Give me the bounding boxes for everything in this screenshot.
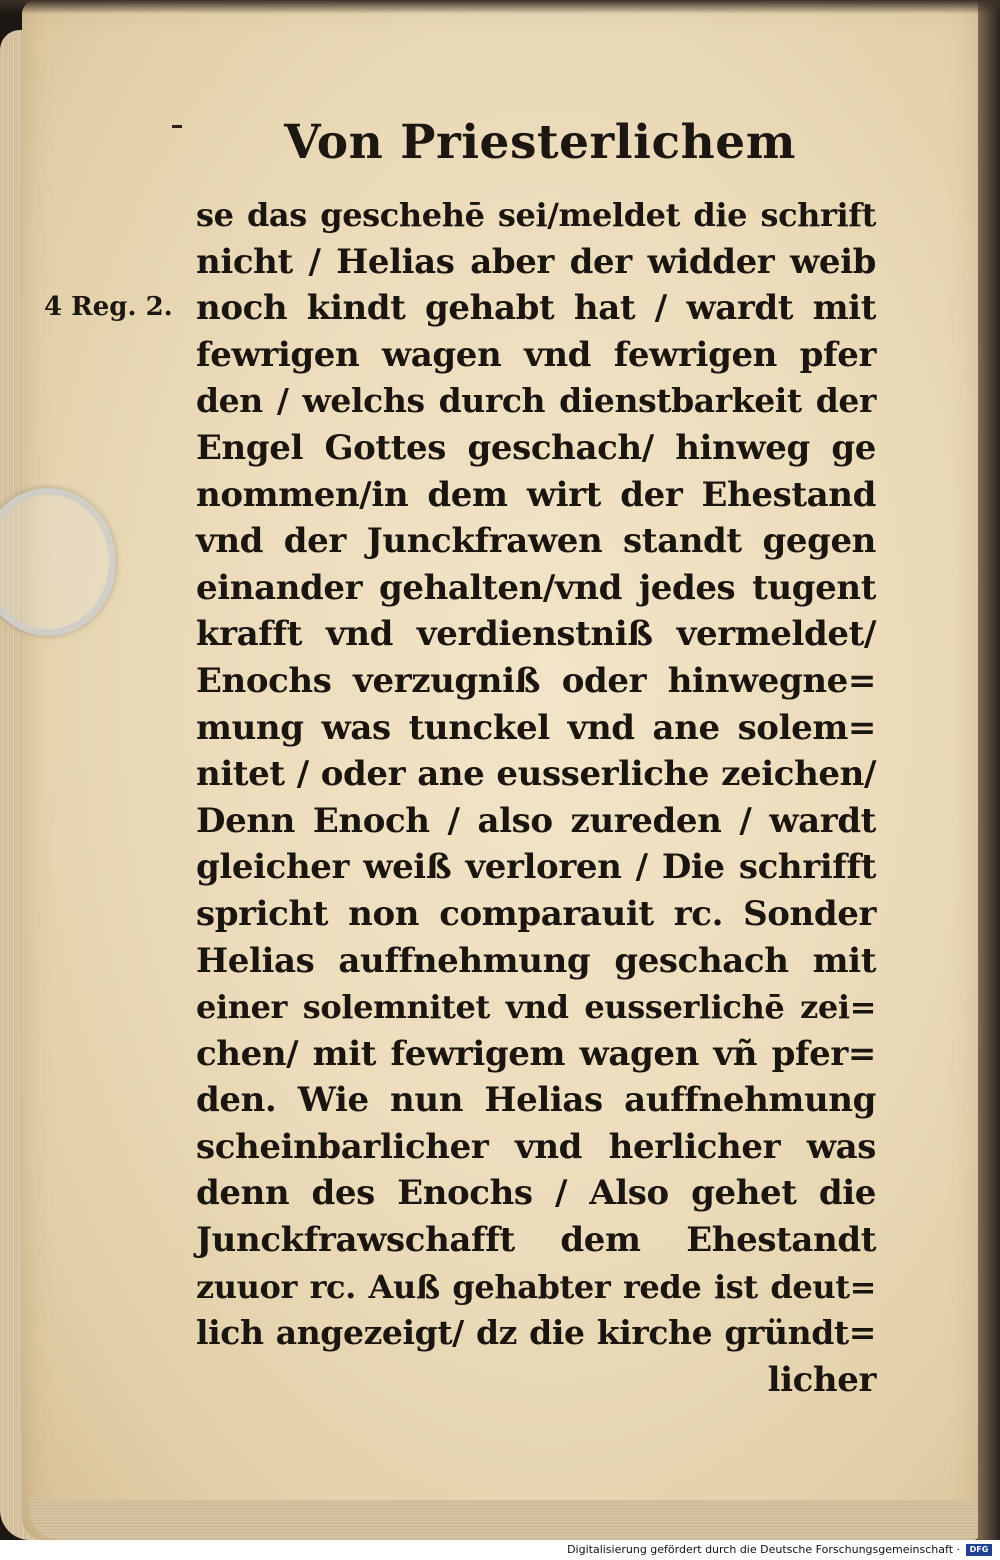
text-line: denn des Enochs / Also gehet die — [196, 1173, 876, 1214]
marginal-note: 4 Reg. 2. — [44, 292, 173, 322]
text-line: scheinbarlicher vnd herlicher was — [196, 1126, 876, 1167]
text-line: mung was tunckel vnd ane solem= — [196, 707, 876, 748]
text-line: Helias auffnehmung geschach mit — [196, 940, 876, 981]
text-line: einer solemnitet vnd eusserlichē zei= — [196, 988, 876, 1027]
text-line: den. Wie nun Helias auffnehmung — [196, 1080, 876, 1121]
text-line: Junckfrawschafft dem Ehestandt — [196, 1220, 876, 1261]
text-line: Denn Enoch / also zureden / wardt — [196, 800, 876, 841]
text-line: krafft vnd verdienstniß vermeldet/ — [196, 614, 876, 655]
running-head: Von Priesterlichem — [284, 115, 796, 170]
text-line: zuuor rc. Auß gehabter rede ist deut= — [196, 1267, 876, 1306]
text-line: Enochs verzugniß oder hinwegne= — [196, 660, 876, 701]
text-line: vnd der Junckfrawen standt gegen — [196, 521, 876, 562]
page-bottom-edge — [30, 1500, 980, 1540]
digitization-footer — [0, 1540, 1000, 1560]
text-line: lich angezeigt/ dz die kirche gründt= — [196, 1313, 876, 1353]
text-line: noch kindt gehabt hat / wardt mit — [196, 288, 876, 329]
text-line: einander gehalten/vnd jedes tugent — [196, 567, 876, 608]
text-line: gleicher weiß verloren / Die schrifft — [196, 847, 876, 888]
top-shadow — [0, 0, 1000, 14]
text-block — [196, 192, 876, 1403]
text-line: fewrigen wagen vnd fewrigen pfer — [196, 334, 876, 375]
text-line: nicht / Helias aber der widder weib — [196, 241, 876, 282]
text-line: nitet / oder ane eusserliche zeichen/ — [196, 754, 876, 795]
dfg-logo-icon: DFG — [966, 1544, 992, 1556]
text-line: se das geschehē sei/meldet die schrift — [196, 196, 876, 234]
text-line: nommen/in dem wirt der Ehestand — [196, 474, 876, 515]
text-line: Engel Gottes geschach/ hinweg ge — [196, 427, 876, 468]
text-line: spricht non comparauit rc. Sonder — [196, 893, 876, 934]
footer-credit: Digitalisierung gefördert durch die Deutsche Forschungsgemeinschaft · — [567, 1543, 960, 1556]
text-line: den / welchs durch dienstbarkeit der — [196, 381, 876, 421]
text-line: chen/ mit fewrigem wagen vñ pfer= — [196, 1033, 876, 1074]
binding-shadow — [978, 0, 1000, 1540]
catchword: licher — [767, 1359, 876, 1400]
